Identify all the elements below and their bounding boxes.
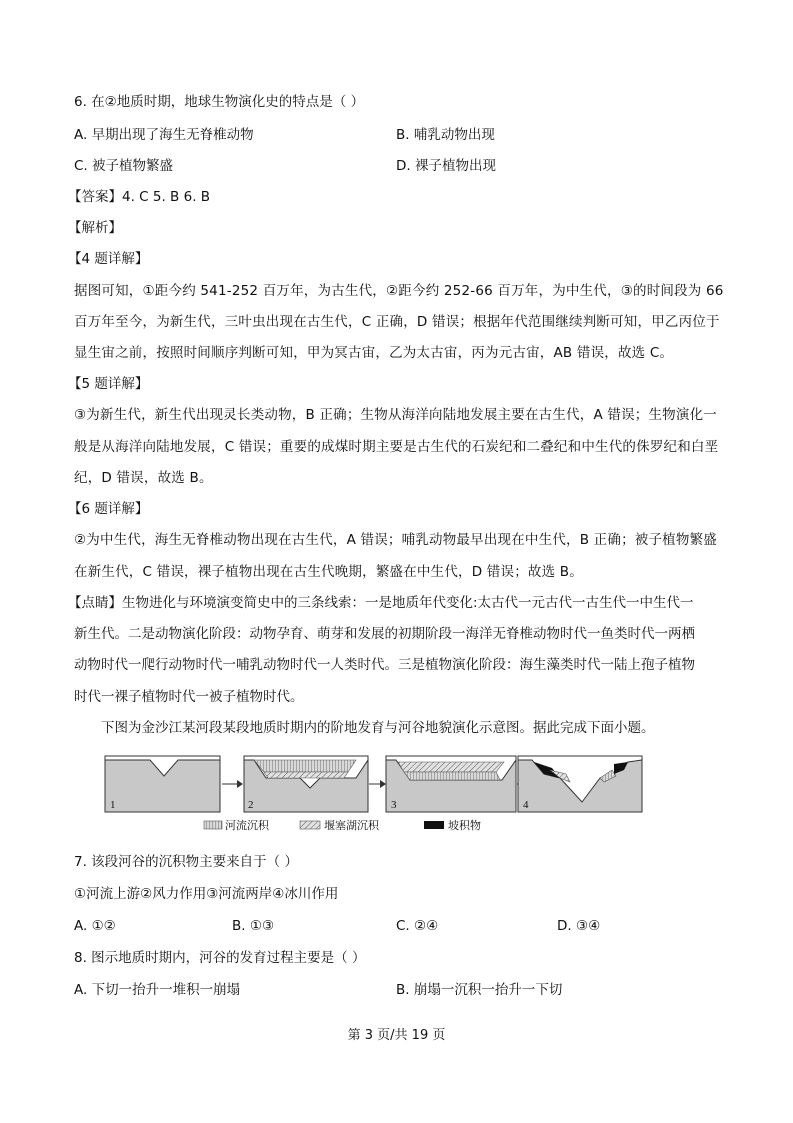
q6-stem: 6. 在②地质时期，地球生物演化史的特点是（ ） — [74, 94, 365, 110]
panel-label: 4 — [523, 799, 529, 811]
arrow-icon — [380, 780, 386, 788]
q4-line: 据图可知，①距今约 541-252 百万年，为古生代，②距今约 252-66 百万年，为中生代，③的时间段为 66 — [74, 283, 724, 299]
q6-option-b: B. 哺乳动物出现 — [396, 127, 495, 143]
q6-explain-line: 在新生代，C 错误，裸子植物出现在古生代晚期，繁盛在中生代，D 错误；故选 B。 — [74, 564, 583, 580]
panel-4 — [518, 756, 642, 812]
legend-label-river: 河流沉积 — [225, 819, 269, 832]
q6-option-a: A. 早期出现了海生无脊椎动物 — [74, 127, 254, 143]
panel-label: 2 — [248, 799, 254, 811]
q8-option-a: A. 下切一抬升一堆积一崩塌 — [74, 982, 241, 998]
q5-heading: 【5 题详解】 — [68, 376, 149, 392]
q8-option-b: B. 崩塌一沉积一抬升一下切 — [396, 982, 563, 998]
q6-explain-line: ②为中生代，海生无脊椎动物出现在古生代，A 错误；哺乳动物最早出现在中生代，B 正确；被子植物繁盛 — [74, 532, 717, 548]
legend-label-lake: 堰塞湖沉积 — [324, 819, 379, 832]
q7-option-d: D. ③④ — [557, 918, 601, 934]
q5-line: 般是从海洋向陆地发展，C 错误；重要的成煤时期主要是古生代的石炭纪和二叠纪和中生代的侏罗纪和白垩 — [74, 439, 719, 455]
legend — [204, 818, 481, 832]
panel-label: 3 — [391, 799, 397, 811]
tip-line: 新生代。二是动物演化阶段：动物孕育、萌芽和发展的初期阶段一海洋无脊椎动物时代一鱼类时代一两栖 — [74, 626, 695, 642]
q6-option-c: C. 被子植物繁盛 — [74, 158, 174, 174]
legend-swatch-slope — [424, 821, 444, 829]
panel-3 — [386, 756, 516, 812]
q7-stem: 7. 该段河谷的沉积物主要来自于（ ） — [74, 854, 298, 870]
analysis-label: 【解析】 — [68, 220, 122, 236]
panel-2 — [244, 756, 368, 812]
valley-evolution-figure — [104, 752, 684, 836]
legend-swatch-river — [204, 821, 222, 829]
tip-line: 时代一裸子植物时代一被子植物时代。 — [74, 689, 304, 705]
figure-intro: 下图为金沙江某河段某段地质时期内的阶地发育与河谷地貌演化示意图。据此完成下面小题。 — [101, 720, 655, 736]
legend-label-slope: 坡积物 — [448, 819, 481, 832]
page-footer: 第 3 页/共 19 页 — [347, 1028, 446, 1043]
q4-heading: 【4 题详解】 — [68, 251, 149, 267]
q4-line: 百万年至今，为新生代，三叶虫出现在古生代，C 正确，D 错误；根据年代范围继续判断可知，甲乙丙位于 — [74, 314, 720, 330]
legend-swatch-lake — [300, 821, 320, 829]
q6-option-d: D. 裸子植物出现 — [396, 158, 496, 174]
q6-heading: 【6 题详解】 — [68, 501, 149, 517]
q7-option-a: A. ①② — [74, 918, 116, 934]
tip-line: 动物时代一爬行动物时代一哺乳动物时代一人类时代。三是植物演化阶段：海生藻类时代一陆上孢子植物 — [74, 657, 695, 673]
panel-1 — [105, 756, 220, 812]
tip-line: 【点睛】生物进化与环境演变简史中的三条线索：一是地质年代变化:太古代一元古代一古生代一中生代一 — [68, 595, 694, 611]
q4-line: 显生宙之前，按照时间顺序判断可知，甲为冥古宙，乙为太古宙，丙为元古宙，AB 错误，故选 C。 — [74, 345, 674, 361]
answer-line: 【答案】4. C 5. B 6. B — [68, 189, 211, 205]
panel-label: 1 — [110, 799, 116, 811]
q8-stem: 8. 图示地质时期内，河谷的发育过程主要是（ ） — [74, 950, 366, 966]
q5-line: 纪，D 错误，故选 B。 — [74, 470, 213, 486]
q7-items: ①河流上游②风力作用③河流两岸④冰川作用 — [74, 886, 339, 902]
q7-option-b: B. ①③ — [232, 918, 275, 934]
arrow-icon — [237, 780, 243, 788]
q7-option-c: C. ②④ — [396, 918, 439, 934]
q5-line: ③为新生代，新生代出现灵长类动物，B 正确；生物从海洋向陆地发展主要在古生代，A 错误；生物演化一 — [74, 407, 717, 423]
